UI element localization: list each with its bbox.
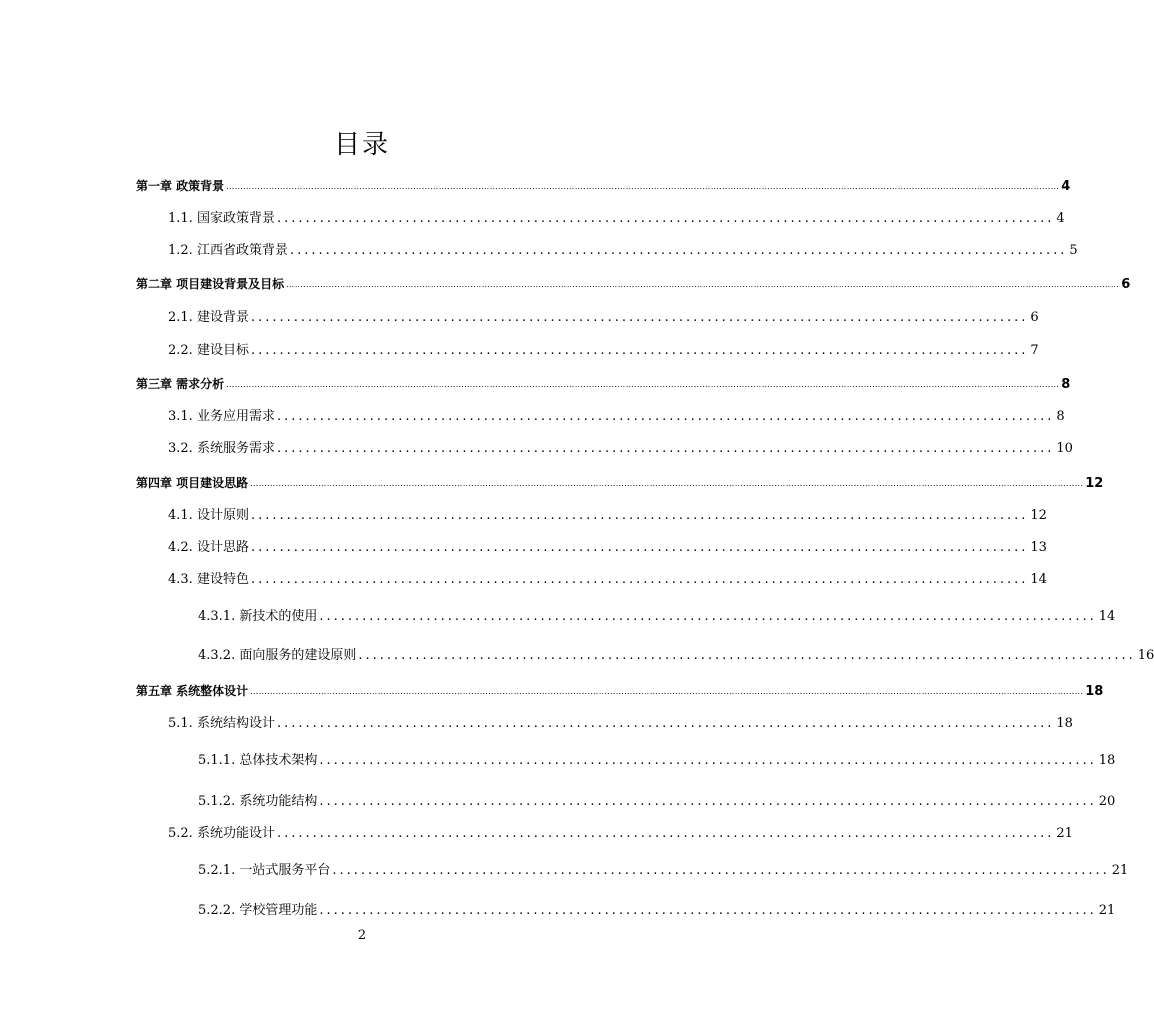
- toc-dot-leader: .............................................................................................................: [358, 648, 1136, 663]
- toc-entry-subsection[interactable]: [198, 789, 1116, 809]
- toc-entry-label: 第四章 项目建设思路: [136, 476, 249, 490]
- toc-entry-page-number: 12: [1030, 508, 1047, 523]
- toc-entry-label: 4.2. 设计思路: [168, 540, 249, 555]
- toc-entry-page-number: 8: [1056, 409, 1065, 424]
- toc-dot-leader: .............................................................................................................: [250, 540, 1029, 555]
- toc-entry-page-number: 14: [1030, 572, 1047, 587]
- toc-entry-page-number: 16: [1137, 648, 1154, 663]
- toc-entry-label: 第五章 系统整体设计: [136, 684, 249, 698]
- toc-entry-label: 2.1. 建设背景: [168, 310, 249, 325]
- toc-entry-label: 5.1.1. 总体技术架构: [198, 753, 318, 768]
- toc-entry-chapter[interactable]: [136, 471, 1104, 491]
- toc-entry-label: 4.1. 设计原则: [168, 508, 249, 523]
- toc-entry-page-number: 13: [1030, 540, 1047, 555]
- toc-entry-subsection[interactable]: [198, 858, 1129, 878]
- toc-dot-leader: .............................................................................................................: [250, 343, 1029, 358]
- toc-entry-page-number: 18: [1085, 684, 1104, 699]
- toc-dot-leader: .............................................................................................................: [319, 794, 1097, 809]
- toc-entry-page-number: 21: [1098, 903, 1116, 918]
- toc-entry-page-number: 4: [1056, 211, 1065, 226]
- toc-dot-leader: ……………………………………………………………………………………………………………………………………………………………………………………………………………………………………………………………………: [250, 687, 1084, 696]
- toc-entry-label: 5.1. 系统结构设计: [168, 716, 275, 731]
- toc-entry-label: 第一章 政策背景: [136, 179, 225, 193]
- toc-dot-leader: .............................................................................................................: [250, 310, 1029, 325]
- toc-dot-leader: .............................................................................................................: [250, 508, 1029, 523]
- toc-entry-page-number: 4: [1061, 179, 1071, 194]
- toc-entry-section[interactable]: [168, 503, 1047, 523]
- toc-entry-label: 第二章 项目建设背景及目标: [136, 277, 285, 291]
- toc-entry-section[interactable]: [168, 206, 1065, 226]
- toc-entry-subsection[interactable]: [198, 898, 1116, 918]
- toc-entry-page-number: 18: [1056, 716, 1073, 731]
- toc-entry-label: 5.2.1. 一站式服务平台: [198, 863, 331, 878]
- toc-entry-page-number: 6: [1030, 310, 1039, 325]
- toc-dot-leader: .............................................................................................................: [319, 903, 1097, 918]
- toc-entry-section[interactable]: [168, 305, 1039, 325]
- toc-entry-page-number: 18: [1098, 753, 1116, 768]
- toc-entry-section[interactable]: [168, 567, 1047, 587]
- toc-entry-page-number: 20: [1098, 794, 1116, 809]
- toc-entry-page-number: 5: [1069, 243, 1078, 258]
- toc-entry-label: 4.3.2. 面向服务的建设原则: [198, 648, 357, 663]
- toc-entry-page-number: 12: [1085, 476, 1104, 491]
- toc-dot-leader: ……………………………………………………………………………………………………………………………………………………………………………………………………………………………………………………………………: [250, 479, 1084, 488]
- toc-dot-leader: .............................................................................................................: [276, 716, 1055, 731]
- toc-entry-chapter[interactable]: [136, 174, 1071, 194]
- toc-entry-subsection[interactable]: [198, 748, 1116, 768]
- toc-entry-label: 1.2. 江西省政策背景: [168, 243, 288, 258]
- toc-dot-leader: .............................................................................................................: [276, 409, 1055, 424]
- toc-entry-section[interactable]: [168, 338, 1039, 358]
- toc-entry-chapter[interactable]: [136, 679, 1104, 699]
- toc-dot-leader: ……………………………………………………………………………………………………………………………………………………………………………………………………………………………………………………………………: [286, 280, 1120, 289]
- toc-dot-leader: .............................................................................................................: [276, 211, 1055, 226]
- toc-entry-page-number: 14: [1098, 609, 1116, 624]
- toc-dot-leader: .............................................................................................................: [276, 441, 1055, 456]
- toc-entry-label: 2.2. 建设目标: [168, 343, 249, 358]
- toc-entry-chapter[interactable]: [136, 372, 1071, 392]
- toc-entry-subsection[interactable]: [198, 643, 1154, 663]
- toc-entry-page-number: 6: [1121, 277, 1131, 292]
- toc-entry-section[interactable]: [168, 821, 1073, 841]
- toc-entry-label: 1.1. 国家政策背景: [168, 211, 275, 226]
- toc-entry-section[interactable]: [168, 404, 1065, 424]
- toc-entry-label: 4.3. 建设特色: [168, 572, 249, 587]
- toc-entry-label: 3.1. 业务应用需求: [168, 409, 275, 424]
- toc-entry-page-number: 10: [1056, 441, 1073, 456]
- toc-entry-chapter[interactable]: [136, 272, 1131, 292]
- toc-title: 目录: [333, 130, 390, 160]
- toc-entry-page-number: 21: [1056, 826, 1073, 841]
- toc-entry-subsection[interactable]: [198, 604, 1116, 624]
- toc-entry-label: 5.1.2. 系统功能结构: [198, 794, 318, 809]
- toc-entry-page-number: 21: [1111, 863, 1129, 878]
- toc-entry-label: 5.2. 系统功能设计: [168, 826, 275, 841]
- toc-entry-label: 4.3.1. 新技术的使用: [198, 609, 318, 624]
- toc-entry-section[interactable]: [168, 238, 1078, 258]
- toc-dot-leader: .............................................................................................................: [250, 572, 1029, 587]
- toc-dot-leader: .............................................................................................................: [289, 243, 1068, 258]
- toc-entry-label: 3.2. 系统服务需求: [168, 441, 275, 456]
- toc-dot-leader: .............................................................................................................: [319, 753, 1097, 768]
- toc-entry-page-number: 8: [1061, 377, 1071, 392]
- toc-entry-page-number: 7: [1030, 343, 1039, 358]
- toc-entry-label: 第三章 需求分析: [136, 377, 225, 391]
- toc-entry-label: 5.2.2. 学校管理功能: [198, 903, 318, 918]
- footer-page-number: 2: [357, 928, 367, 943]
- toc-entry-section[interactable]: [168, 711, 1073, 731]
- toc-dot-leader: ……………………………………………………………………………………………………………………………………………………………………………………………………………………………………………………………………: [226, 380, 1060, 389]
- toc-entry-section[interactable]: [168, 535, 1047, 555]
- toc-dot-leader: .............................................................................................................: [276, 826, 1055, 841]
- toc-dot-leader: ……………………………………………………………………………………………………………………………………………………………………………………………………………………………………………………………………: [226, 182, 1060, 191]
- toc-entry-section[interactable]: [168, 436, 1073, 456]
- toc-dot-leader: .............................................................................................................: [332, 863, 1110, 878]
- toc-dot-leader: .............................................................................................................: [319, 609, 1097, 624]
